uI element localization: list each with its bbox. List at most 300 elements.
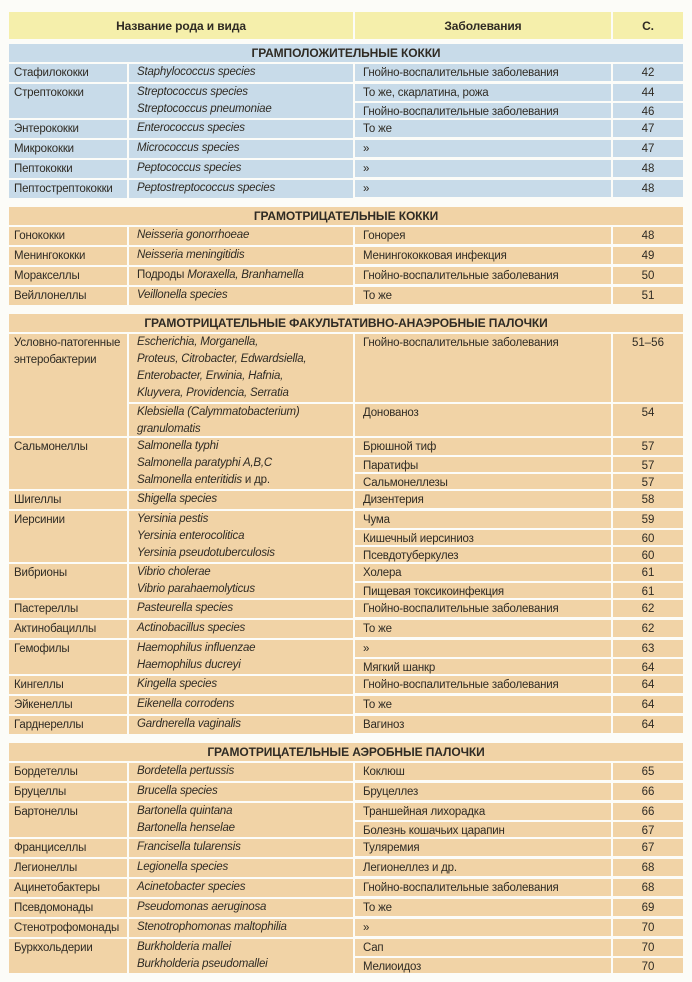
species-latin-name: Francisella tularensis <box>137 841 241 853</box>
page-number-cell: 54 <box>613 404 683 436</box>
genus-name-cell <box>9 564 129 598</box>
species-latin-name: Enterobacter, Erwinia, Hafnia, <box>137 370 284 382</box>
genus-group-row <box>9 837 683 857</box>
species-cell <box>129 247 353 264</box>
disease-cell: Дизентерия <box>355 491 613 508</box>
species-column <box>129 839 355 857</box>
entries-column <box>355 716 683 734</box>
table-row <box>355 939 683 956</box>
table-row <box>355 64 683 81</box>
species-cell <box>129 287 353 304</box>
genus-name: Ацинетобактеры <box>14 882 100 894</box>
entries-column <box>355 803 683 837</box>
table-row <box>355 783 683 800</box>
species-latin-name: Yersinia pseudotuberculosis <box>137 547 275 559</box>
genus-name-cell <box>9 919 129 937</box>
disease-cell: Псевдотуберкулез <box>355 547 613 562</box>
table-row <box>355 528 683 545</box>
genus-name: Гемофилы <box>14 643 70 655</box>
species-latin-name: Shigella species <box>137 493 217 505</box>
species-cell <box>129 491 353 508</box>
table-row <box>355 820 683 837</box>
species-line <box>137 421 353 438</box>
entries-column <box>355 120 683 138</box>
table-row <box>355 899 683 916</box>
page-number-cell: 69 <box>613 899 683 916</box>
table-section <box>9 44 683 198</box>
table-row <box>355 763 683 780</box>
table-row <box>355 859 683 876</box>
species-cell <box>129 939 353 956</box>
page-number-cell: 47 <box>613 140 683 157</box>
species-latin-name: Moraxella, Branhamella <box>187 269 304 281</box>
genus-name: Моракселлы <box>14 270 80 282</box>
genus-name: Стрептококки <box>14 87 84 99</box>
genus-name-cell <box>9 160 129 178</box>
genus-group-row <box>9 489 683 509</box>
genus-group-row <box>9 761 683 781</box>
disease-cell: » <box>355 640 613 657</box>
species-latin-name: Kingella species <box>137 678 217 690</box>
table-section <box>9 743 683 973</box>
page-number-cell: 57 <box>613 474 683 489</box>
page-number-cell: 61 <box>613 564 683 581</box>
species-cell <box>129 676 353 693</box>
species-column <box>129 879 355 897</box>
disease-cell: Легионеллез и др. <box>355 859 613 876</box>
disease-cell: Кишечный иерсиниоз <box>355 530 613 545</box>
genus-name: Буркхольдерии <box>14 942 93 954</box>
entries-column <box>355 140 683 158</box>
genus-name-cell <box>9 64 129 82</box>
species-latin-name: Klebsiella (Calymmatobacterium) <box>137 406 300 418</box>
species-line <box>137 385 353 402</box>
page-number-cell: 70 <box>613 919 683 936</box>
table-row <box>355 334 683 402</box>
species-cell <box>129 657 353 674</box>
table-row <box>355 956 683 973</box>
disease-cell: Холера <box>355 564 613 581</box>
table-row <box>355 676 683 693</box>
disease-cell: Сап <box>355 939 613 956</box>
page-number-cell: 62 <box>613 600 683 617</box>
table-row <box>355 545 683 562</box>
header-disease-column: Заболевания <box>355 12 613 39</box>
header-name-column: Название рода и вида <box>9 12 355 39</box>
table-row <box>355 803 683 820</box>
genus-name-cell <box>9 511 129 562</box>
species-cell <box>129 716 353 733</box>
genus-name: Гонококки <box>14 230 65 242</box>
genus-name: Эйкенеллы <box>14 699 73 711</box>
species-latin-name: Veillonella species <box>137 289 228 301</box>
entries-column <box>355 839 683 857</box>
table-row <box>355 472 683 489</box>
species-cell <box>129 455 353 472</box>
entries-column <box>355 227 683 245</box>
species-latin-name: Kluyvera, Providencia, Serratia <box>137 387 289 399</box>
page-number-cell: 63 <box>613 640 683 657</box>
page-number-cell: 62 <box>613 620 683 637</box>
species-line <box>137 939 353 956</box>
disease-cell: То же <box>355 620 613 637</box>
species-line <box>137 247 353 264</box>
entries-column <box>355 676 683 694</box>
species-latin-name: Haemophilus influenzae <box>137 642 256 654</box>
species-latin-name: Salmonella paratyphi A,B,C <box>137 457 273 469</box>
species-latin-name: Eikenella corrodens <box>137 698 235 710</box>
genus-name-cell <box>9 640 129 674</box>
species-line <box>137 564 353 581</box>
species-line <box>137 956 353 973</box>
species-line <box>137 696 353 713</box>
table-row <box>355 438 683 455</box>
species-line <box>137 160 353 177</box>
table-body <box>9 44 683 973</box>
page-number-cell: 44 <box>613 84 683 101</box>
species-line <box>137 472 353 489</box>
genus-name-cell <box>9 899 129 917</box>
species-latin-name: Streptococcus pneumoniae <box>137 103 272 115</box>
disease-cell: Гнойно-воспалительные заболевания <box>355 600 613 617</box>
genus-group-row <box>9 332 683 436</box>
disease-cell: Гнойно-воспалительные заболевания <box>355 64 613 81</box>
genus-name-cell <box>9 803 129 837</box>
genus-group-row <box>9 674 683 694</box>
species-latin-name: Yersinia enterocolitica <box>137 530 245 542</box>
disease-cell: Болезнь кошачьих царапин <box>355 822 613 837</box>
genus-name: Актинобациллы <box>14 623 97 635</box>
genus-name-cell <box>9 180 129 198</box>
disease-cell: » <box>355 140 613 157</box>
genus-name: Менингококки <box>14 250 86 262</box>
genus-name-cell <box>9 859 129 877</box>
species-line <box>137 84 353 101</box>
disease-cell: Менингококковая инфекция <box>355 247 613 264</box>
entries-column <box>355 879 683 897</box>
species-latin-name: Salmonella typhi <box>137 440 219 452</box>
species-latin-name: Vibrio cholerae <box>137 566 211 578</box>
page-number-cell: 57 <box>613 438 683 455</box>
genus-name-cell <box>9 879 129 897</box>
genus-name: Шигеллы <box>14 494 62 506</box>
genus-name-cell <box>9 140 129 158</box>
section-title: ГРАМОТРИЦАТЕЛЬНЫЕ АЭРОБНЫЕ ПАЛОЧКИ <box>9 743 683 761</box>
genus-group-row <box>9 138 683 158</box>
disease-cell: » <box>355 160 613 177</box>
species-column <box>129 676 355 694</box>
species-line <box>137 140 353 157</box>
species-column <box>129 227 355 245</box>
species-cell <box>129 472 353 489</box>
genus-name: Стенотрофомонады <box>14 922 120 934</box>
species-cell <box>129 820 353 837</box>
entries-column <box>355 511 683 562</box>
genus-name-cell <box>9 84 129 118</box>
genus-name: Стафилококки <box>14 67 89 79</box>
genus-name: Пептококки <box>14 163 73 175</box>
species-column <box>129 247 355 265</box>
species-latin-name: Bartonella henselae <box>137 822 235 834</box>
table-row <box>355 600 683 617</box>
species-column <box>129 859 355 877</box>
species-cell <box>129 120 353 137</box>
species-cell <box>129 839 353 856</box>
species-line <box>137 919 353 936</box>
genus-name: Иерсинии <box>14 514 65 526</box>
page-number-cell: 51 <box>613 287 683 304</box>
page-number-cell: 68 <box>613 879 683 896</box>
genus-group-row <box>9 694 683 714</box>
genus-name: Вибрионы <box>14 567 67 579</box>
page-number-cell: 61 <box>613 583 683 598</box>
species-line <box>137 404 353 421</box>
disease-cell: » <box>355 180 613 197</box>
species-line <box>137 455 353 472</box>
table-row <box>355 101 683 118</box>
species-cell <box>129 783 353 800</box>
page-number-cell: 58 <box>613 491 683 508</box>
genus-name-cell <box>9 334 129 436</box>
entries-column <box>355 783 683 801</box>
page-number-cell: 65 <box>613 763 683 780</box>
genus-group-row <box>9 781 683 801</box>
genus-group-row <box>9 436 683 489</box>
disease-cell: Донованоз <box>355 404 613 436</box>
disease-cell: Гнойно-воспалительные заболевания <box>355 267 613 284</box>
species-column <box>129 640 355 674</box>
species-column <box>129 267 355 285</box>
genus-name: Энтерококки <box>14 123 79 135</box>
disease-cell: Гнойно-воспалительные заболевания <box>355 676 613 693</box>
species-column <box>129 600 355 618</box>
table-row <box>355 839 683 856</box>
page-number-cell: 67 <box>613 839 683 856</box>
genus-group-row <box>9 897 683 917</box>
species-latin-name: Actinobacillus species <box>137 622 246 634</box>
species-latin-name: Legionella species <box>137 861 229 873</box>
genus-name: Гарднереллы <box>14 719 84 731</box>
genus-group-row <box>9 285 683 305</box>
species-latin-name: Yersinia pestis <box>137 513 209 525</box>
page-number-cell: 51–56 <box>613 334 683 402</box>
species-column <box>129 287 355 305</box>
species-column <box>129 696 355 714</box>
species-line <box>137 227 353 244</box>
entries-column <box>355 180 683 198</box>
species-line <box>137 438 353 455</box>
species-line <box>137 180 353 197</box>
species-latin-name: Peptostreptococcus species <box>137 182 275 194</box>
entries-column <box>355 564 683 598</box>
genus-group-row <box>9 857 683 877</box>
page-number-cell: 64 <box>613 716 683 733</box>
page-number-cell: 70 <box>613 958 683 973</box>
genus-name-cell <box>9 267 129 285</box>
genus-group-row <box>9 618 683 638</box>
disease-cell: Гнойно-воспалительные заболевания <box>355 334 613 402</box>
header-page-column: С. <box>613 12 683 39</box>
genus-group-row <box>9 62 683 82</box>
genus-name: Сальмонеллы <box>14 441 88 453</box>
genus-name-cell <box>9 600 129 618</box>
scan-shadow <box>0 0 692 12</box>
disease-cell: Гнойно-воспалительные заболевания <box>355 879 613 896</box>
species-column <box>129 620 355 638</box>
page-number-cell: 68 <box>613 859 683 876</box>
genus-name-cell <box>9 247 129 265</box>
species-line <box>137 716 353 733</box>
species-column <box>129 939 355 973</box>
table-section <box>9 207 683 305</box>
entries-column <box>355 899 683 917</box>
page-number-cell: 66 <box>613 803 683 820</box>
species-latin-name: Stenotrophomonas maltophilia <box>137 921 287 933</box>
genus-group-row <box>9 714 683 734</box>
species-column <box>129 334 355 436</box>
species-latin-name: Acinetobacter species <box>137 881 246 893</box>
genus-name: энтеробактерии <box>14 354 97 366</box>
species-latin-name: Burkholderia pseudomallei <box>137 958 268 970</box>
disease-cell: Мелиоидоз <box>355 958 613 973</box>
species-line <box>137 267 353 284</box>
species-latin-name: Pasteurella species <box>137 602 233 614</box>
disease-cell: Паратифы <box>355 457 613 472</box>
species-line <box>137 899 353 916</box>
species-column <box>129 140 355 158</box>
species-line <box>137 676 353 693</box>
species-line <box>137 581 353 598</box>
species-cell <box>129 763 353 780</box>
species-line <box>137 120 353 137</box>
species-cell <box>129 528 353 545</box>
species-latin-name: Bordetella pertussis <box>137 765 234 777</box>
genus-name: Условно-патогенные <box>14 337 121 349</box>
page-number-cell: 48 <box>613 180 683 197</box>
genus-name-cell <box>9 763 129 781</box>
species-cell <box>129 564 353 581</box>
species-cell <box>129 140 353 157</box>
genus-name: Легионеллы <box>14 862 78 874</box>
page-number-cell: 59 <box>613 511 683 528</box>
species-cell <box>129 581 353 598</box>
entries-column <box>355 64 683 82</box>
disease-cell: » <box>355 919 613 936</box>
table-row <box>355 402 683 436</box>
species-line <box>137 783 353 800</box>
page-number-cell: 57 <box>613 457 683 472</box>
species-line <box>137 859 353 876</box>
genus-name: Пастереллы <box>14 603 79 615</box>
species-column <box>129 120 355 138</box>
species-column <box>129 803 355 837</box>
genus-name-cell <box>9 676 129 694</box>
species-column <box>129 564 355 598</box>
table-row <box>355 227 683 244</box>
genus-name-cell <box>9 227 129 245</box>
disease-cell: Сальмонеллезы <box>355 474 613 489</box>
genus-name: Псевдомонады <box>14 902 94 914</box>
page-number-cell: 67 <box>613 822 683 837</box>
table-row <box>355 267 683 284</box>
table-row <box>355 581 683 598</box>
species-column <box>129 84 355 118</box>
species-latin-name: Streptococcus species <box>137 86 248 98</box>
species-line <box>137 511 353 528</box>
disease-cell: Бруцеллез <box>355 783 613 800</box>
species-column <box>129 160 355 178</box>
disease-cell: Гнойно-воспалительные заболевания <box>355 103 613 118</box>
table-row <box>355 140 683 157</box>
page-number-cell: 60 <box>613 530 683 545</box>
genus-group-row <box>9 917 683 937</box>
table-header-row <box>9 12 683 39</box>
entries-column <box>355 84 683 118</box>
disease-cell: Вагиноз <box>355 716 613 733</box>
species-cell <box>129 227 353 244</box>
species-column <box>129 763 355 781</box>
page-number-cell: 49 <box>613 247 683 264</box>
species-cell <box>129 620 353 637</box>
species-line <box>137 528 353 545</box>
section-title: ГРАМПОЛОЖИТЕЛЬНЫЕ КОККИ <box>9 44 683 62</box>
entries-column <box>355 763 683 781</box>
species-line <box>137 620 353 637</box>
species-cell <box>129 160 353 177</box>
species-cell <box>129 640 353 657</box>
species-cell <box>129 438 353 455</box>
genus-group-row <box>9 265 683 285</box>
entries-column <box>355 438 683 489</box>
species-plain-text: и др. <box>241 474 270 486</box>
genus-name: Вейллонеллы <box>14 290 87 302</box>
page-number-cell: 50 <box>613 267 683 284</box>
genus-group-row <box>9 877 683 897</box>
species-cell <box>129 696 353 713</box>
species-line <box>137 803 353 820</box>
species-latin-name: Peptococcus species <box>137 162 242 174</box>
table-row <box>355 491 683 508</box>
disease-cell: То же, скарлатина, рожа <box>355 84 613 101</box>
entries-column <box>355 287 683 305</box>
genus-group-row <box>9 937 683 973</box>
table-row <box>355 696 683 713</box>
disease-cell: То же <box>355 287 613 304</box>
genus-name-cell <box>9 939 129 973</box>
species-latin-name: Haemophilus ducreyi <box>137 659 241 671</box>
genus-group-row <box>9 509 683 562</box>
genus-name-cell <box>9 287 129 305</box>
species-cell <box>129 267 353 284</box>
table-row <box>355 879 683 896</box>
genus-name-cell <box>9 438 129 489</box>
entries-column <box>355 247 683 265</box>
species-cell <box>129 64 353 81</box>
species-cell <box>129 956 353 973</box>
species-column <box>129 783 355 801</box>
genus-group-row <box>9 82 683 118</box>
page-number-cell: 48 <box>613 227 683 244</box>
genus-group-row <box>9 225 683 245</box>
disease-cell: Чума <box>355 511 613 528</box>
disease-cell: Брюшной тиф <box>355 438 613 455</box>
genus-name-cell <box>9 839 129 857</box>
species-line <box>137 64 353 81</box>
genus-name: Пептострептококки <box>14 183 113 195</box>
genus-name-cell <box>9 716 129 734</box>
species-latin-name: Neisseria meningitidis <box>137 249 245 261</box>
species-line <box>137 101 353 118</box>
